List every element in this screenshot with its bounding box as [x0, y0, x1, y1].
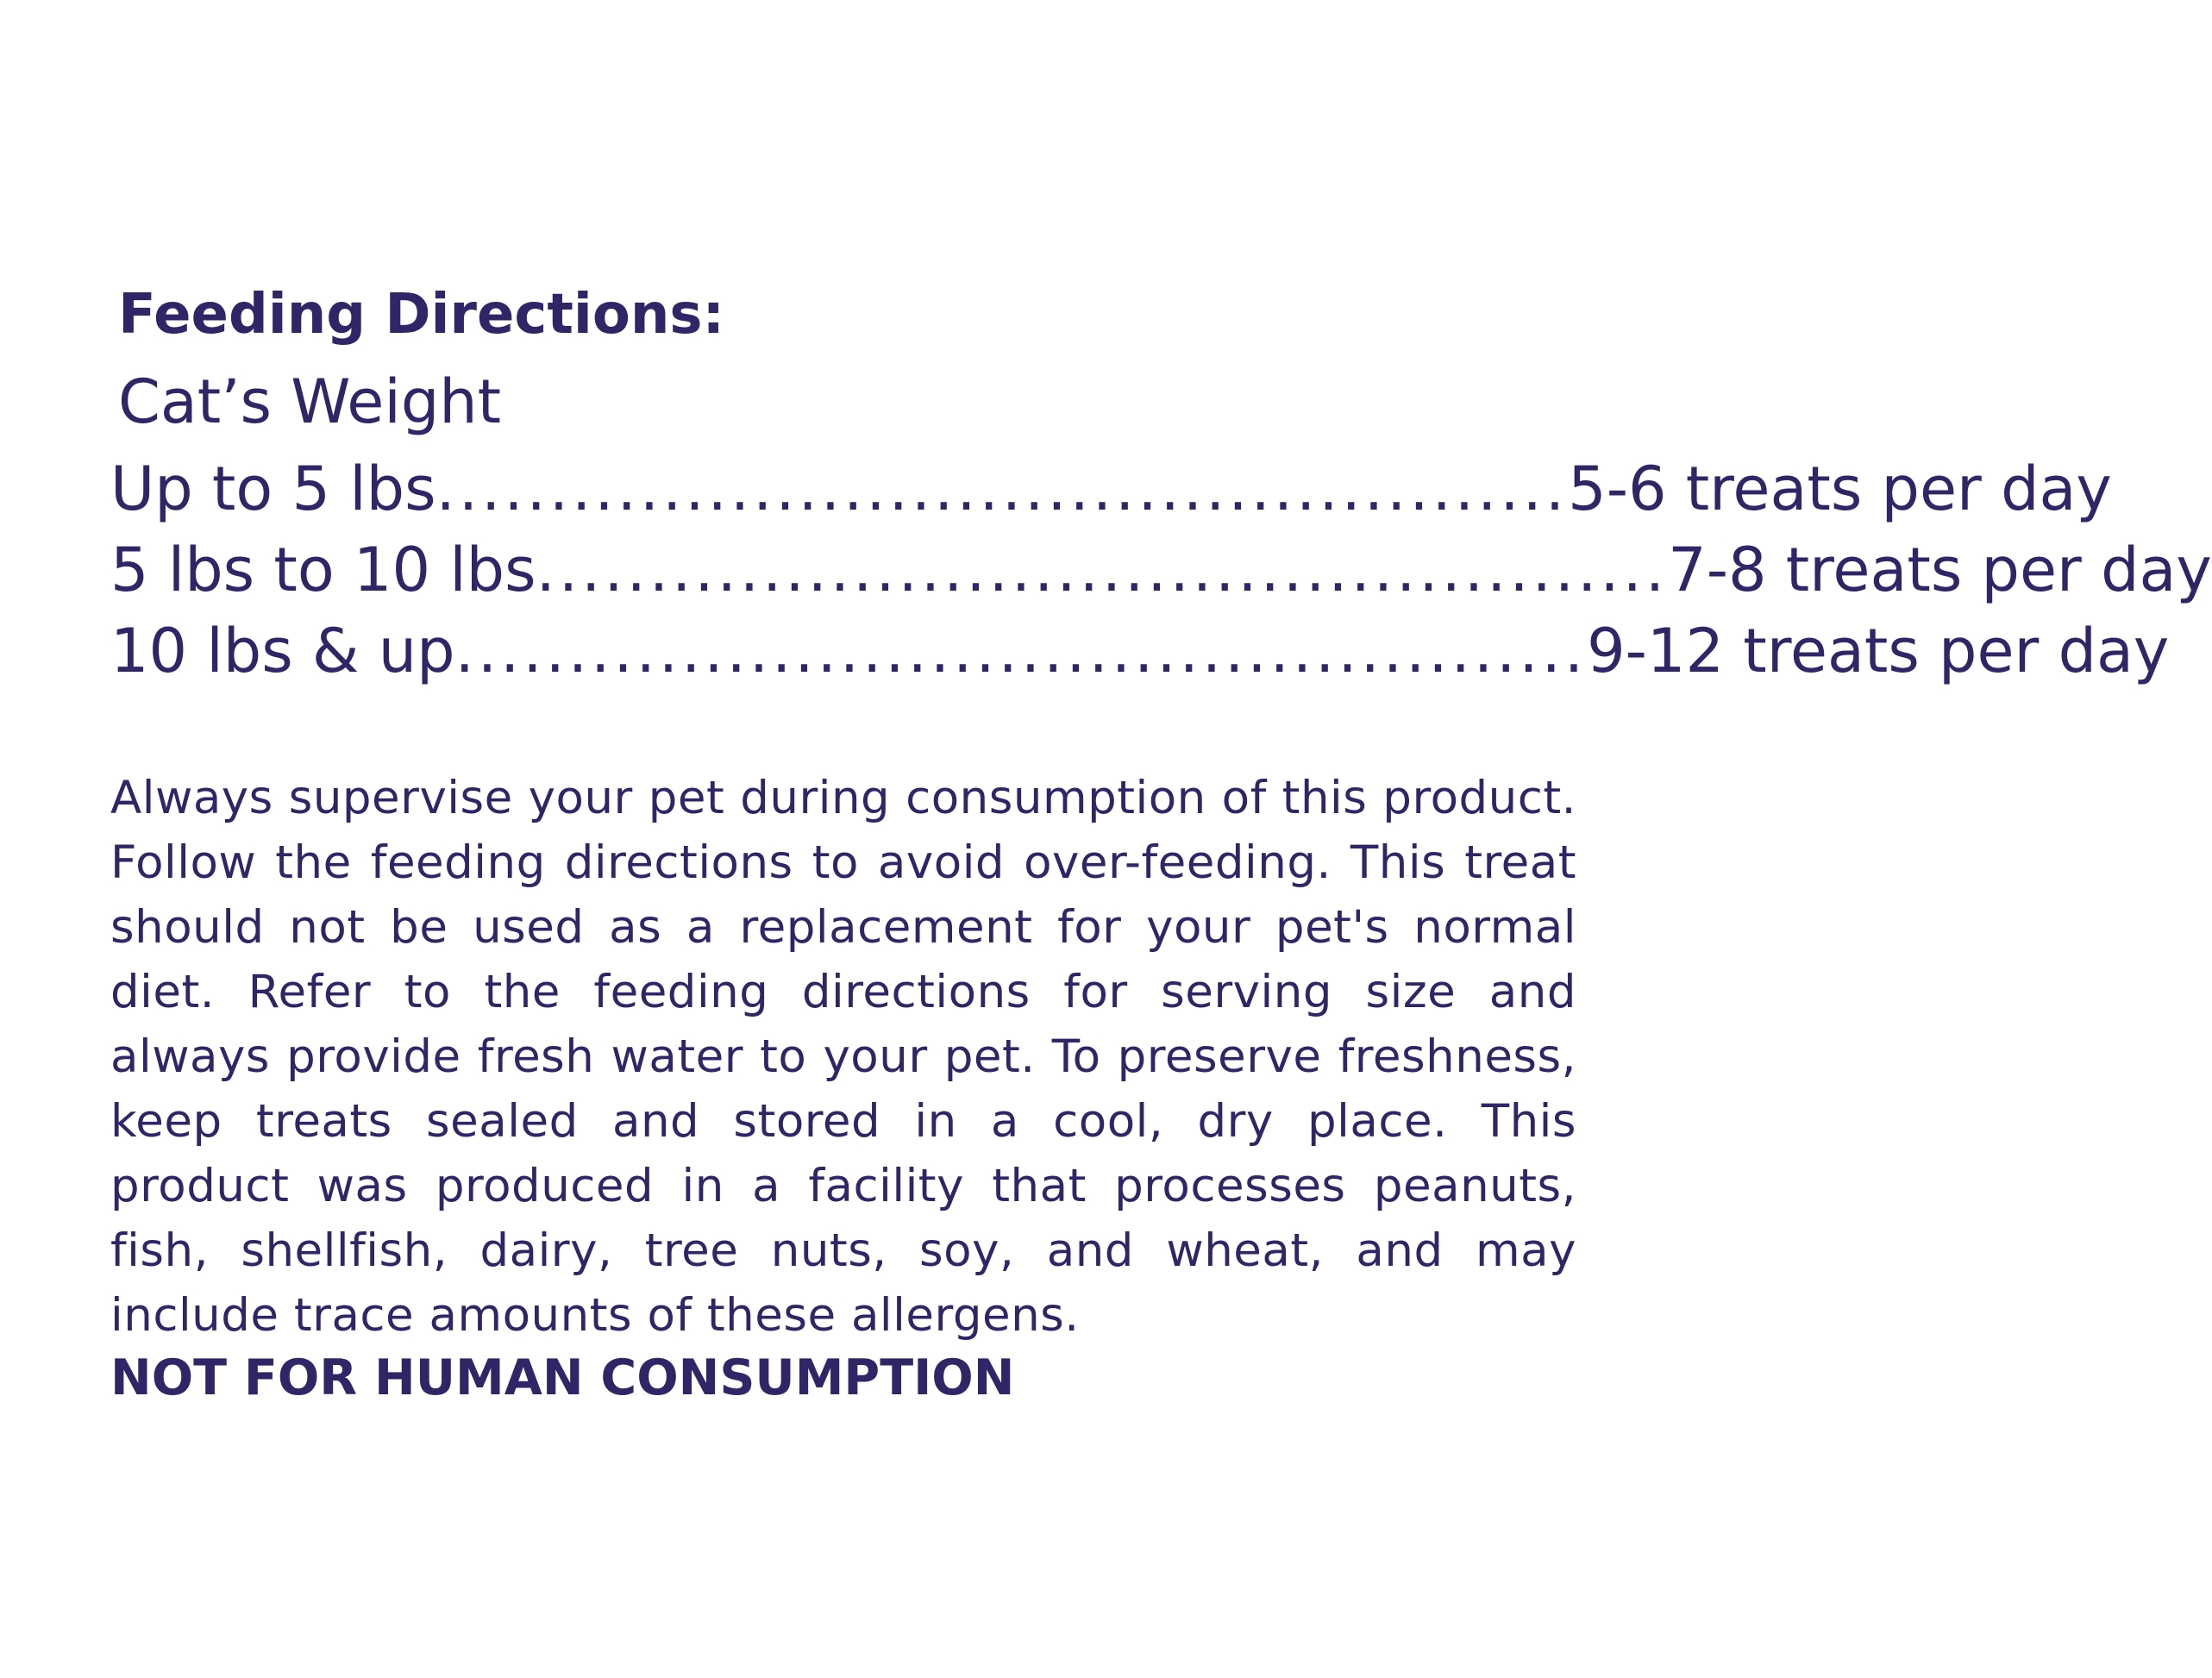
weight-label: 5 lbs to 10 lbs [110, 535, 536, 605]
feeding-row [110, 529, 2212, 610]
dot-leader: .................................................. [454, 616, 1588, 686]
feeding-row [110, 448, 2112, 529]
human-consumption-warning: NOT FOR HUMAN CONSUMPTION [110, 1349, 1015, 1406]
weight-label: Up to 5 lbs [110, 454, 436, 524]
weight-label: 10 lbs & up [110, 616, 455, 686]
safety-paragraph: Always supervise your pet during consumption of this product. Follow the feeding directions to avoid over-feeding. This treat should not be used as a replacement for your pet's normal diet. Refer to the feeding directions for serving size and always provide fresh water to your pet. To preserve freshness, keep treats sealed and stored in a cool, dry place. This product was produced in a facility that processes peanuts, fish, shellfish, dairy, tree nuts, soy, and wheat, and may include trace amounts of these allergens. [110, 772, 1576, 1342]
feeding-row [110, 610, 2170, 692]
feeding-directions-heading: Feeding Directions: [118, 283, 725, 347]
treat-amount: 7-8 treats per day [1668, 535, 2212, 605]
dot-leader: .................................................. [536, 535, 1669, 605]
treat-amount: 9-12 treats per day [1587, 616, 2170, 686]
treat-amount: 5-6 treats per day [1568, 454, 2112, 524]
feeding-table [110, 448, 2212, 692]
dot-leader: .................................................. [436, 454, 1569, 524]
cats-weight-subheading: Cat’s Weight [118, 366, 502, 437]
